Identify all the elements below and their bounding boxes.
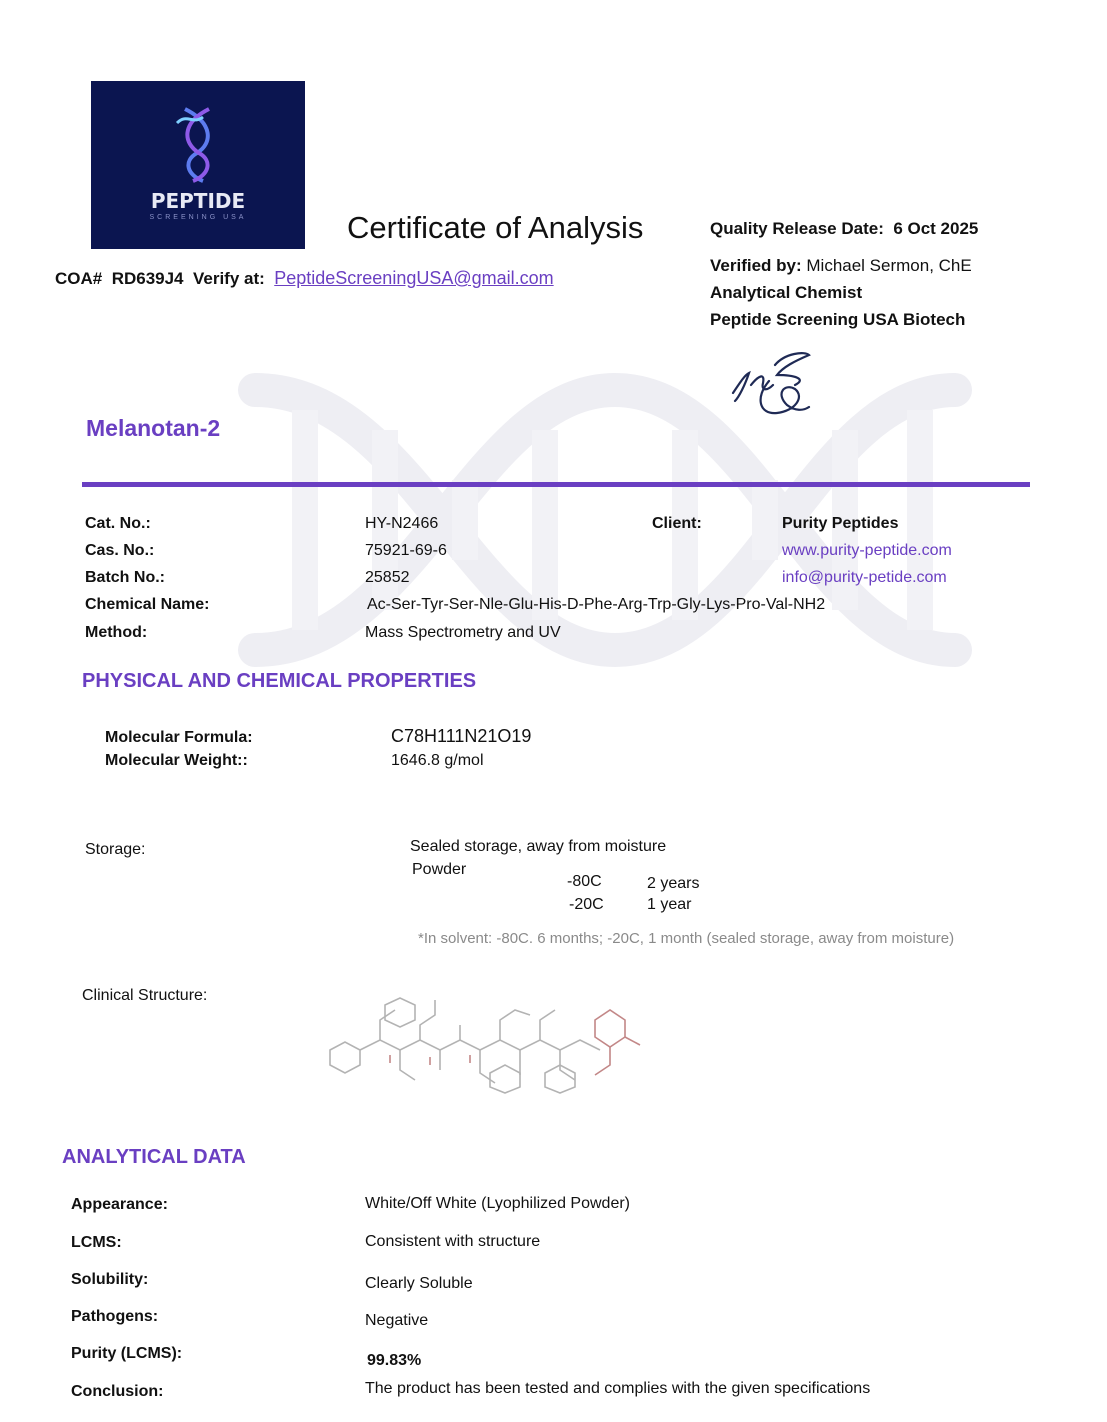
storage-line1: Sealed storage, away from moisture [410,838,667,855]
physical-heading: PHYSICAL AND CHEMICAL PROPERTIES [82,670,477,692]
analytical-heading: ANALYTICAL DATA [62,1146,246,1168]
release-value: 6 Oct 2025 [893,219,979,238]
chem-label: Chemical Name: [85,596,210,613]
divider [82,482,1030,487]
verified-role: Analytical Chemist [710,283,863,302]
conclusion-label: Conclusion: [71,1383,164,1400]
pathogens-value: Negative [365,1312,429,1329]
pathogens-label: Pathogens: [71,1308,159,1325]
coa-number: RD639J4 [111,269,184,288]
cas-value: 75921-69-6 [365,542,447,559]
appearance-value: White/Off White (Lyophilized Powder) [365,1195,630,1212]
coa-line [55,268,554,289]
client-website-link[interactable]: www.purity-peptide.com [782,542,952,559]
verified-by [710,256,972,276]
release-date [710,219,978,239]
cat-label: Cat. No.: [85,515,151,532]
storage-temp2: -20C [569,896,604,913]
client-email-link[interactable]: info@purity-petide.com [782,569,947,586]
verified-org: Peptide Screening USA Biotech [710,310,966,329]
verify-email-link[interactable]: PeptideScreeningUSA@gmail.com [274,268,554,288]
chemical-structure-image [325,995,645,1095]
weight-label: Molecular Weight:: [105,752,248,769]
solubility-label: Solubility: [71,1271,149,1288]
method-label: Method: [85,624,148,641]
verified-label: Verified by: [710,256,802,275]
signature [725,345,820,425]
appearance-label: Appearance: [71,1196,168,1213]
company-logo [91,81,305,249]
verified-name: Michael Sermon, ChE [806,256,972,275]
formula-value: C78H111N21O19 [391,726,532,746]
purity-value: 99.83% [367,1352,422,1369]
storage-note: *In solvent: -80C. 6 months; -20C, 1 month (sealed storage, away from moisture) [418,930,955,947]
conclusion-value: The product has been tested and complies with the given specifications [365,1380,871,1397]
storage-dur2: 1 year [647,896,692,913]
purity-label: Purity (LCMS): [71,1345,183,1362]
logo-tagline: SCREENING USA [149,214,247,221]
storage-temp1: -80C [567,873,602,890]
client-name: Purity Peptides [782,515,899,532]
document-title: Certificate of Analysis [347,210,644,245]
coa-label: COA# [55,269,103,288]
cat-value: HY-N2466 [365,515,439,532]
lcms-label: LCMS: [71,1234,122,1251]
formula-label: Molecular Formula: [105,729,253,746]
solubility-value: Clearly Soluble [365,1275,473,1292]
batch-label: Batch No.: [85,569,165,586]
release-label: Quality Release Date: [710,219,884,238]
verify-label: Verify at: [192,269,265,288]
client-label: Client: [652,515,702,532]
method-value: Mass Spectrometry and UV [365,624,561,641]
lcms-value: Consistent with structure [365,1233,541,1250]
logo-name: PEPTIDE [150,189,246,213]
chem-value: Ac-Ser-Tyr-Ser-Nle-Glu-His-D-Phe-Arg-Trp-Gly-Lys-Pro-Val-NH2 [367,596,826,613]
cas-label: Cas. No.: [85,542,155,559]
weight-value: 1646.8 g/mol [391,752,484,769]
structure-label: Clinical Structure: [82,987,208,1004]
product-name: Melanotan-2 [86,415,221,441]
batch-value: 25852 [365,569,410,586]
storage-dur1: 2 years [647,875,700,892]
storage-form: Powder [412,861,467,878]
dna-logo-icon [173,103,223,185]
storage-label: Storage: [85,841,146,858]
